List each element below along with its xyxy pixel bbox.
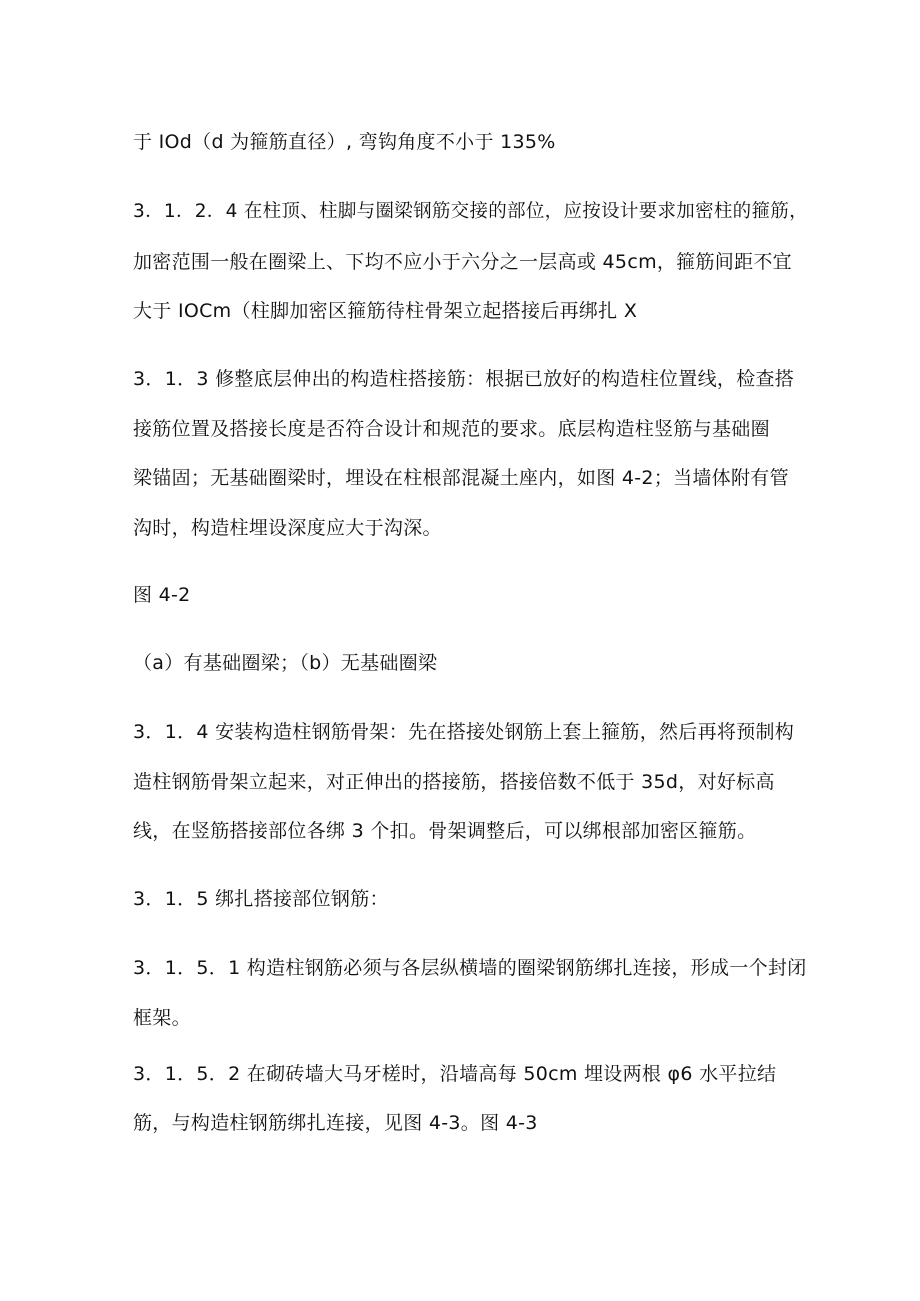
text-line: 3．1．2．4 在柱顶、柱脚与圈梁钢筋交接的部位，应按设计要求加密柱的箍筋， — [133, 201, 808, 222]
text-line: 大于 IOCm（柱脚加密区箍筋待柱骨架立起搭接后再绑扎 X — [133, 300, 638, 322]
text-line: 接筋位置及搭接长度是否符合设计和规范的要求。底层构造柱竖筋与基础圈 — [133, 418, 770, 440]
text-line: 梁锚固；无基础圈梁时，埋设在柱根部混凝土座内，如图 4-2；当墙体附有管 — [133, 467, 789, 489]
text-line: 造柱钢筋骨架立起来，对正伸出的搭接筋，搭接倍数不低于 35d，对好标高 — [133, 771, 775, 793]
text-line: 筋，与构造柱钢筋绑扎连接，见图 4-3。图 4-3 — [133, 1112, 538, 1134]
section-heading: 3．1．5 绑扎搭接部位钢筋： — [133, 888, 389, 910]
text-line: 沟时，构造柱埋设深度应大于沟深。 — [133, 517, 442, 539]
text-line: 线，在竖筋搭接部位各绑 3 个扣。骨架调整后，可以绑根部加密区箍筋。 — [133, 820, 757, 842]
text-line: 于 IOd（d 为箍筋直径）, 弯钩角度不小于 135% — [133, 131, 556, 153]
figure-label: 图 4-2 — [133, 584, 191, 606]
figure-caption: （a）有基础圈梁；（b）无基础圈梁 — [133, 652, 438, 674]
text-line: 3．1．3 修整底层伸出的构造柱搭接筋：根据已放好的构造柱位置线，检查搭 — [133, 368, 795, 390]
text-line: 3．1．5．1 构造柱钢筋必须与各层纵横墙的圈梁钢筋绑扎连接，形成一个封闭 — [133, 957, 807, 979]
text-line: 3．1．4 安装构造柱钢筋骨架：先在搭接处钢筋上套上箍筋，然后再将预制构 — [133, 721, 795, 743]
text-line: 3．1．5．2 在砌砖墙大马牙槎时，沿墙高每 50cm 埋设两根 φ6 水平拉结 — [133, 1063, 777, 1085]
text-line: 加密范围一般在圈梁上、下均不应小于六分之一层高或 45cm，箍筋间距不宜 — [133, 251, 792, 273]
text-line: 框架。 — [133, 1007, 191, 1029]
